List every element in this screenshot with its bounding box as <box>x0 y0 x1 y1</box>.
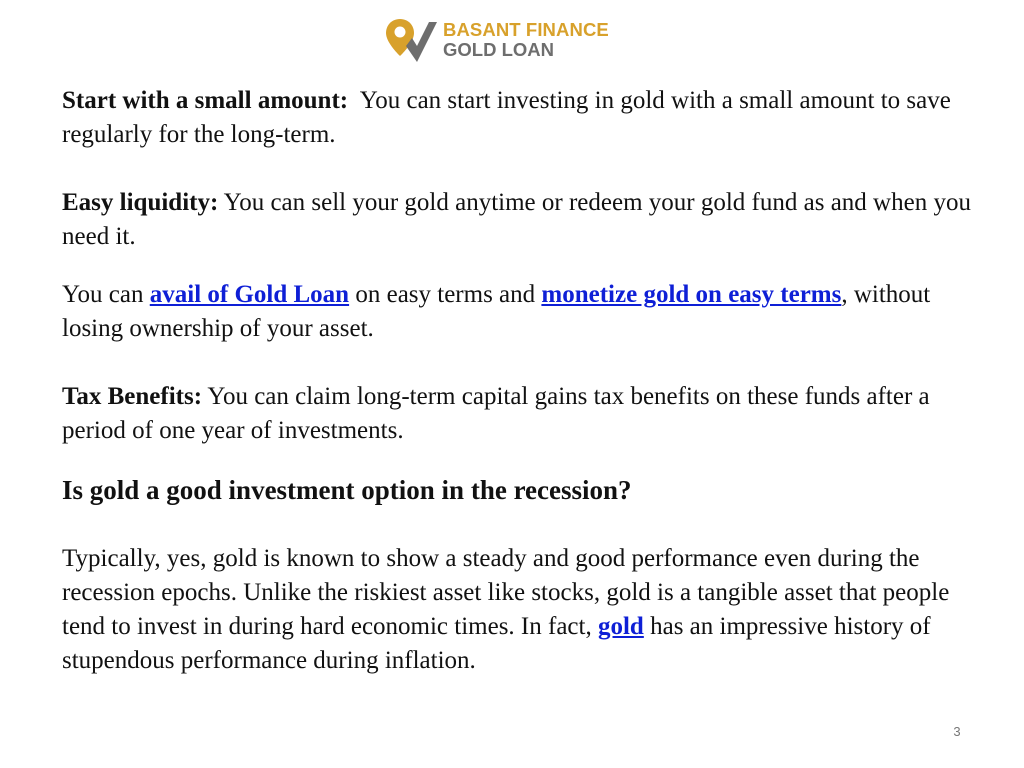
text-gold-loan-middle: on easy terms and <box>355 281 536 308</box>
page-number: 3 <box>953 724 961 739</box>
paragraph-liquidity <box>62 186 987 254</box>
logo-brand-name: BASANT FINANCE <box>443 19 609 40</box>
link-avail-gold-loan[interactable]: avail of Gold Loan <box>149 281 350 308</box>
logo-subtitle: GOLD LOAN <box>443 39 554 60</box>
label-small-amount: Start with a small amount: <box>62 87 349 114</box>
section-heading: Is gold a good investment option in the recession? <box>62 475 632 505</box>
paragraph-gold-loan <box>62 278 987 346</box>
label-liquidity: Easy liquidity: <box>62 189 219 216</box>
text-tax: You can claim long-term capital gains tax benefits on these funds after a period of one year of investments. <box>62 383 930 444</box>
link-gold[interactable]: gold <box>597 613 644 640</box>
paragraph-small-amount <box>62 84 987 152</box>
logo-wordmark <box>443 20 609 60</box>
paragraph-recession <box>62 542 987 678</box>
text-recession-after: has an impressive history of stupendous performance during inflation. <box>62 613 931 674</box>
text-recession-before: Typically, yes, gold is known to show a steady and good performance even during the recession epochs. Unlike the riskiest asset like stocks, gold is a tangible asset that people tend to invest in during hard economic times. In fact, <box>62 545 950 640</box>
text-gold-loan-suffix: , without losing ownership of your asset. <box>62 281 931 342</box>
link-monetize-gold[interactable]: monetize gold on easy terms <box>541 281 842 308</box>
brand-logo <box>386 14 618 70</box>
label-tax: Tax Benefits: <box>62 383 203 410</box>
slide-content <box>62 84 987 678</box>
text-gold-loan-prefix: You can <box>62 281 144 308</box>
map-pin-check-icon <box>386 16 438 66</box>
text-liquidity: You can sell your gold anytime or redeem your gold fund as and when you need it. <box>62 189 971 250</box>
text-small-amount: You can start investing in gold with a small amount to save regularly for the long-term. <box>62 87 951 148</box>
paragraph-tax <box>62 380 987 448</box>
